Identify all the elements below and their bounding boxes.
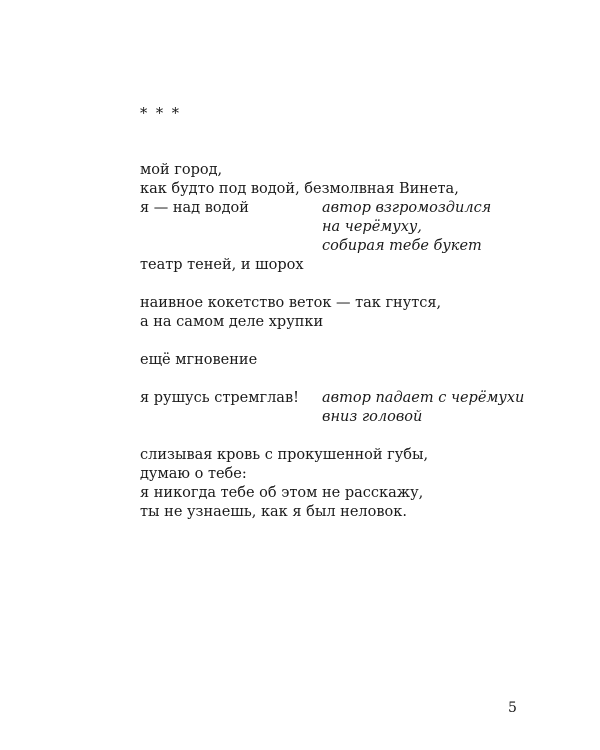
poem-line: мой город, [140,162,223,178]
page-number: 5 [508,700,517,716]
poem-line: театр теней, и шорох [140,257,304,273]
poem-line: ещё мгновение [140,352,258,368]
stage-direction: вниз головой [322,409,423,425]
poem-row [140,408,540,427]
stage-direction: автор взгромоздился [322,200,492,216]
stage-direction: автор падает с черёмухи [322,390,525,406]
poem-line: ты не узнаешь, как я был неловок. [140,504,407,520]
stanza-3 [140,294,540,332]
poem-row [140,237,540,256]
poem-row [140,389,540,408]
stanza-5 [140,389,540,427]
poem-row [140,218,540,237]
stanza-4 [140,351,540,370]
poem-line: я — над водой [140,200,249,216]
poem-row [140,199,540,218]
stanza-1 [140,161,540,275]
stage-direction: собирая тебе букет [322,238,482,254]
poem-line: а на самом деле хрупки [140,314,324,330]
poem-line: слизывая кровь с прокушенной губы, [140,447,429,463]
poem-line: думаю о тебе: [140,466,247,482]
poem [140,105,540,541]
section-divider: * * * [140,106,181,122]
poem-line: наивное кокетство веток — так гнутся, [140,295,442,311]
poem-line: я никогда тебе об этом не расскажу, [140,485,424,501]
poem-line: как будто под водой, безмолвная Винета, [140,181,459,197]
poem-line: я рушусь стремглав! [140,390,299,406]
stage-direction: на черёмуху, [322,219,422,235]
stanza-6 [140,446,540,522]
